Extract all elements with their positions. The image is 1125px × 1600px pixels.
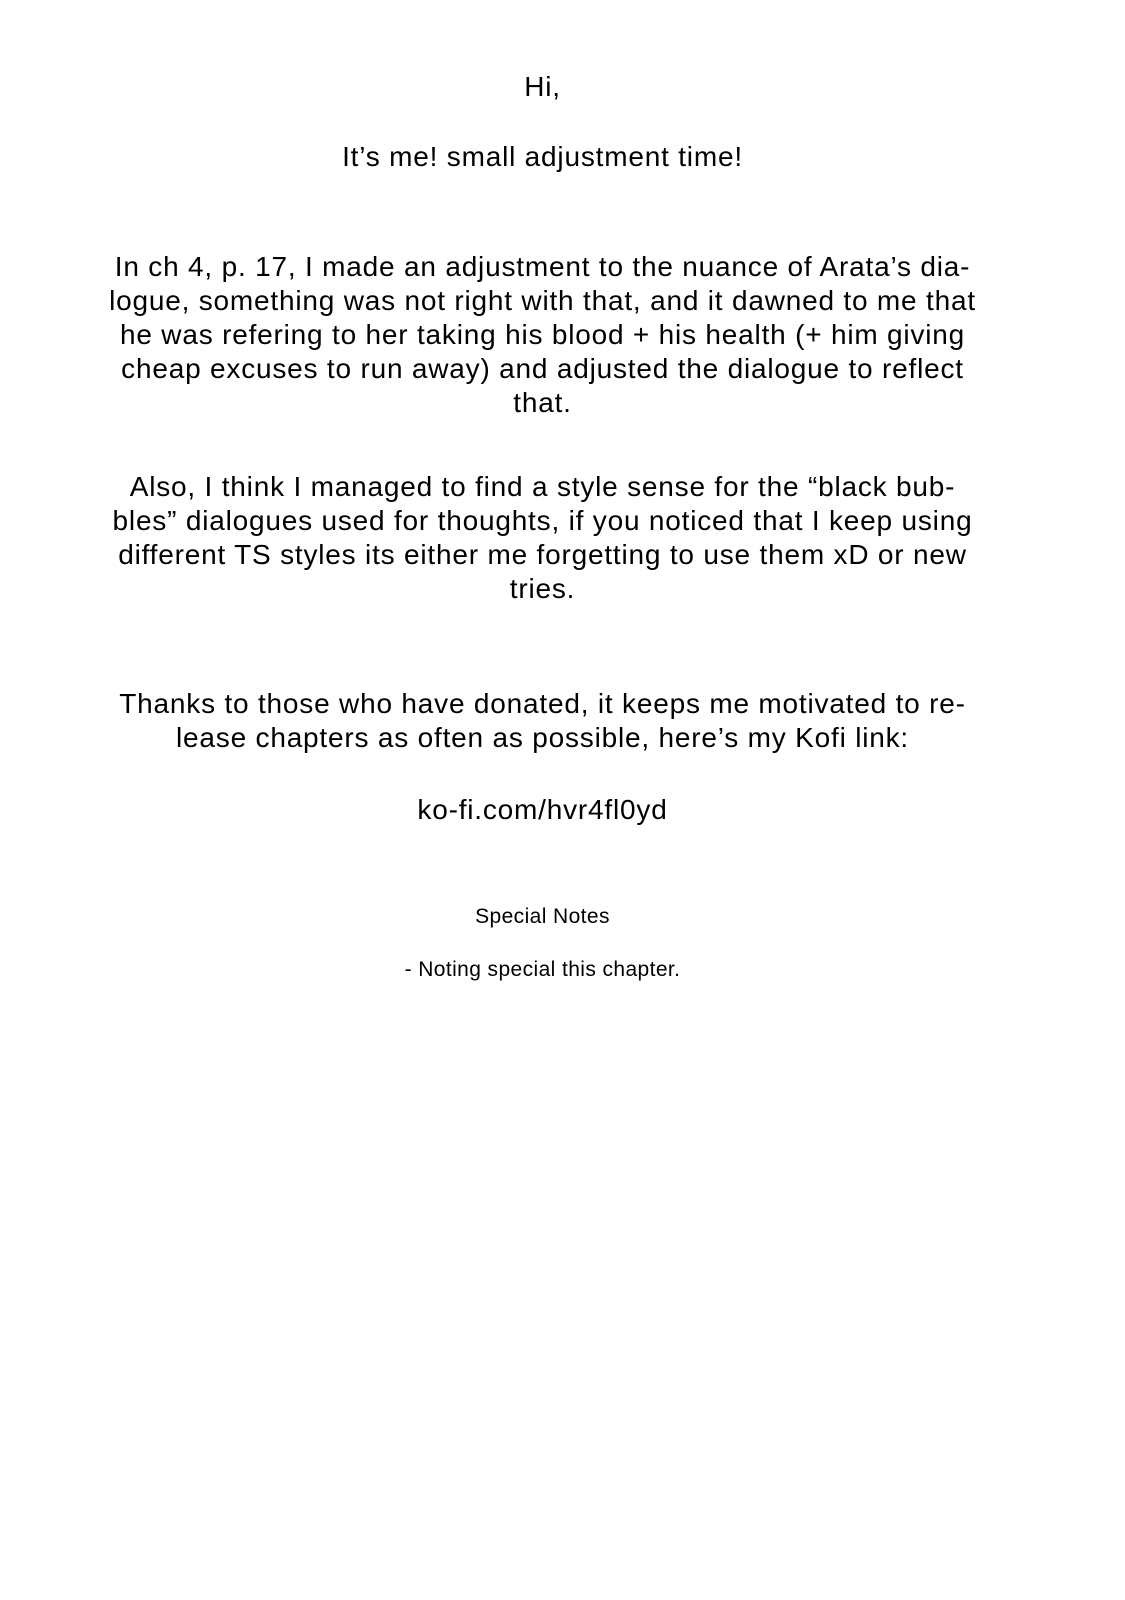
kofi-link: ko-fi.com/hvr4fl0yd (417, 794, 668, 825)
paragraph-line: cheap excuses to run away) and adjusted the dialogue to reflect (121, 353, 964, 384)
paragraph-line: tries. (509, 573, 576, 604)
paragraph-line: he was refering to her taking his blood + his health (+ him giving (119, 319, 966, 350)
paragraph-line: bles” dialogues used for thoughts, if you noticed that I keep using (112, 505, 973, 536)
paragraph-line: In ch 4, p. 17, I made an adjustment to the nuance of Arata’s dia- (114, 251, 971, 282)
paragraph-line: that. (513, 387, 572, 418)
greeting-text: Hi, (524, 71, 561, 102)
special-notes-title: Special Notes (475, 905, 610, 928)
paragraph-line: logue, something was not right with that, and it dawned to me that (109, 285, 976, 316)
subtitle-text: It’s me! small adjustment time! (342, 141, 743, 172)
paragraph-adjustment (50, 250, 1035, 420)
paragraph-line: different TS styles its either me forgetting to use them xD or new (118, 539, 967, 570)
paragraph-line: Also, I think I managed to find a style sense for the “black bub- (129, 471, 956, 502)
paragraph-style-sense (50, 470, 1035, 606)
special-notes-item: - Noting special this chapter. (404, 958, 681, 981)
paragraph-line: lease chapters as often as possible, here’s my Kofi link: (176, 722, 909, 753)
note-page (50, 0, 1035, 983)
paragraph-line: Thanks to those who have donated, it keeps me motivated to re- (119, 688, 966, 719)
paragraph-donations (50, 687, 1035, 755)
